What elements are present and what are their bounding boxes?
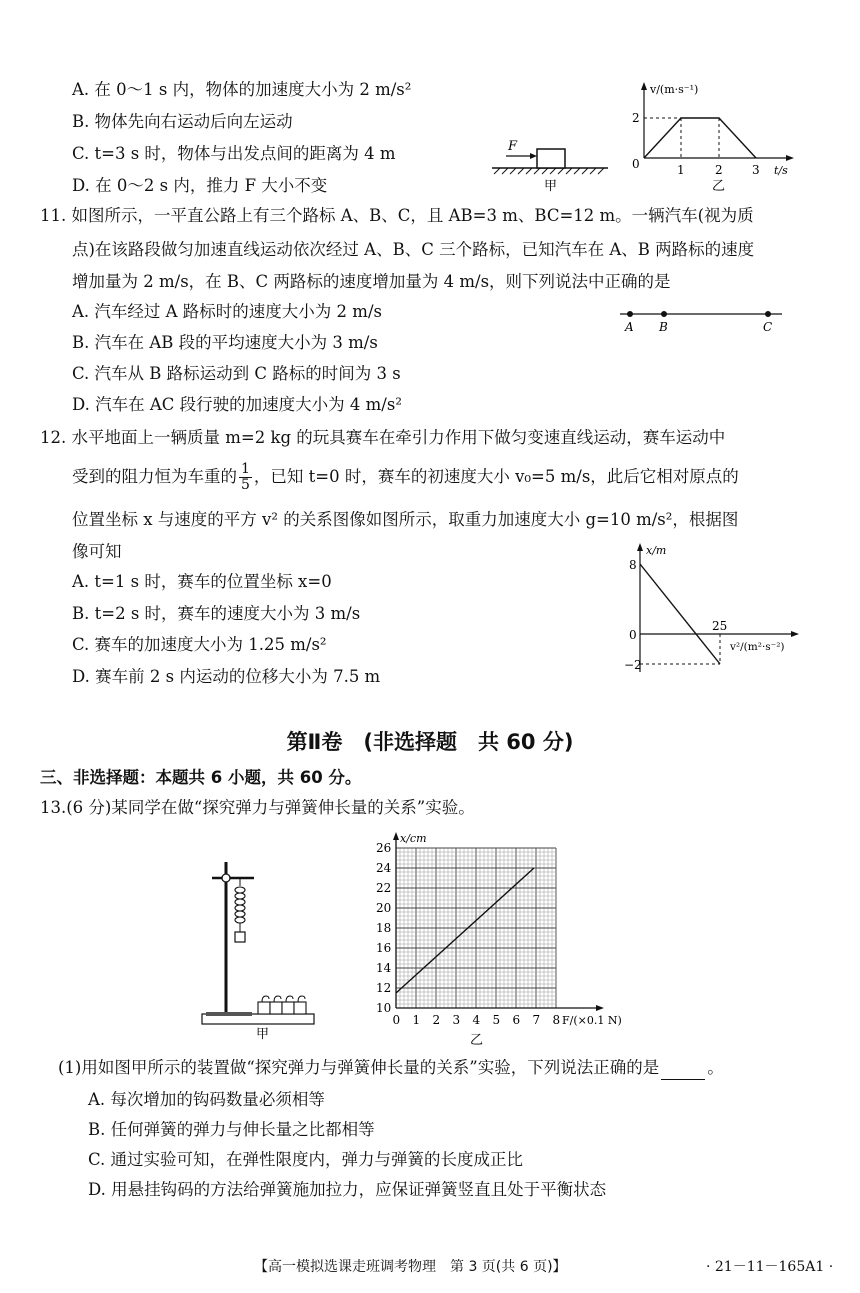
- q12-line3: 位置坐标 x 与速度的平方 v² 的关系图像如图所示，取重力加速度大小 g=10 m/s²，根据图: [72, 510, 739, 529]
- y-tick-label: 24: [376, 861, 392, 875]
- q12-line2: [72, 460, 739, 494]
- x-tick-1: 1: [677, 163, 685, 177]
- page-code: · 21－11－165A1 ·: [706, 1259, 834, 1275]
- figure-caption-jia: 甲: [544, 179, 558, 194]
- x-tick-label: 5: [492, 1013, 501, 1027]
- q12-option-d: D. 赛车前 2 s 内运动的位移大小为 7.5 m: [72, 667, 381, 686]
- q10-option-d: D. 在 0～2 s 内，推力 F 大小不变: [72, 176, 328, 195]
- x-axis-label: v²/(m²·s⁻²): [730, 641, 785, 653]
- q12-option-c: C. 赛车的加速度大小为 1.25 m/s²: [72, 635, 327, 654]
- figure-caption-jia: 甲: [256, 1027, 270, 1042]
- x-tick-label: 6: [512, 1013, 521, 1027]
- y-tick-label: 12: [376, 981, 392, 995]
- y-tick-label: 10: [376, 1001, 392, 1015]
- q12-line2-post: ，已知 t=0 时，赛车的初速度大小 v₀=5 m/s，此后它相对原点的: [253, 467, 739, 486]
- q10-option-b: B. 物体先向右运动后向左运动: [72, 112, 293, 131]
- q12-line4: 像可知: [72, 542, 122, 561]
- q12-option-b: B. t=2 s 时，赛车的速度大小为 3 m/s: [72, 604, 361, 623]
- q13-figure-jia-apparatus: [196, 852, 322, 1042]
- q11-stem-line3: 增加量为 2 m/s，在 B、C 两路标的速度增加量为 4 m/s，则下列说法中正确的是: [72, 272, 671, 291]
- y-tick-label: 16: [376, 941, 392, 955]
- y-tick-label: 18: [376, 921, 392, 935]
- q13-chart-x-vs-f: [368, 828, 638, 1056]
- q13-option-d: D. 用悬挂钩码的方法给弹簧施加拉力，应保证弹簧竖直且处于平衡状态: [88, 1180, 607, 1199]
- marker-c-label: C: [763, 320, 773, 334]
- q10-option-c: C. t=3 s 时，物体与出发点间的距离为 4 m: [72, 144, 396, 163]
- block: [537, 149, 565, 168]
- q12-option-a: A. t=1 s 时，赛车的位置坐标 x=0: [72, 572, 332, 591]
- x-tick-label: 7: [532, 1013, 541, 1027]
- q13-option-c: C. 通过实验可知，在弹性限度内，弹力与弹簧的长度成正比: [88, 1150, 524, 1169]
- y-axis-label: v/(m·s⁻¹): [650, 83, 699, 96]
- x-axis-label: F/(×0.1 N): [562, 1014, 622, 1027]
- part2-title: 第Ⅱ卷 (非选择题 共 60 分): [286, 730, 574, 754]
- answer-blank[interactable]: [661, 1063, 705, 1080]
- q12-x-v2-graph: [624, 540, 804, 675]
- figure-caption-yi: 乙: [470, 1033, 484, 1048]
- q13-option-b: B. 任何弹簧的弹力与伸长量之比都相等: [88, 1120, 375, 1139]
- q10-option-a: A. 在 0～1 s 内，物体的加速度大小为 2 m/s²: [72, 80, 412, 99]
- q11-stem-line1: 11. 如图所示，一平直公路上有三个路标 A、B、C，且 AB=3 m、BC=12 m。一辆汽车(视为质: [40, 206, 754, 225]
- page-footer: 【高一模拟选课走班调考物理 第 3 页(共 6 页)】: [254, 1259, 567, 1275]
- y-tick-label: 26: [376, 841, 392, 855]
- y-tick-8: 8: [629, 558, 637, 572]
- figure-caption-yi: 乙: [712, 179, 726, 194]
- x-axis-label: t/s: [774, 164, 788, 177]
- q13-sub1-end: 。: [707, 1058, 724, 1077]
- marker-a-label: A: [625, 320, 634, 334]
- force-label: F: [508, 139, 518, 154]
- x-tick-label: 8: [552, 1013, 561, 1027]
- q11-option-c: C. 汽车从 B 路标运动到 C 路标的时间为 3 s: [72, 364, 401, 383]
- q10-figure-jia: [488, 138, 618, 198]
- q10-figure-yi-vt-graph: [626, 80, 796, 192]
- y-tick-2: 2: [632, 111, 640, 125]
- x-tick-label: 3: [452, 1013, 461, 1027]
- fraction-one-fifth: [239, 462, 252, 493]
- x-tick-label: 2: [432, 1013, 441, 1027]
- fraction-denominator: 5: [241, 477, 250, 493]
- q11-road-figure: [616, 304, 786, 334]
- q12-line2-pre: 受到的阻力恒为车重的: [72, 467, 237, 486]
- x-tick-2: 2: [715, 163, 723, 177]
- y-tick-label: 20: [376, 901, 392, 915]
- q13-sub1: [58, 1056, 724, 1080]
- q13-option-a: A. 每次增加的钩码数量必须相等: [88, 1090, 325, 1109]
- y-axis-arrow: [393, 832, 399, 840]
- q11-option-b: B. 汽车在 AB 段的平均速度大小为 3 m/s: [72, 333, 378, 352]
- y-tick-label: 22: [376, 881, 392, 895]
- y-tick-minus-2: −2: [624, 658, 642, 672]
- x-tick-25: 25: [712, 619, 728, 633]
- y-axis-label: x/cm: [400, 832, 427, 845]
- x-tick-label: 4: [472, 1013, 481, 1027]
- q13-stem: 13.(6 分)某同学在做“探究弹力与弹簧伸长量的关系”实验。: [40, 798, 475, 817]
- q11-option-a: A. 汽车经过 A 路标时的速度大小为 2 m/s: [72, 302, 382, 321]
- q11-stem-line2: 点)在该路段做匀加速直线运动依次经过 A、B、C 三个路标，已知汽车在 A、B 两路标的速度: [72, 240, 755, 259]
- q13-sub1-text: (1)用如图甲所示的装置做“探究弹力与弹簧伸长量的关系”实验，下列说法正确的是: [58, 1058, 660, 1077]
- x-tick-3: 3: [752, 163, 760, 177]
- q12-line1: 12. 水平地面上一辆质量 m=2 kg 的玩具赛车在牵引力作用下做匀变速直线运动，赛车运动中: [40, 428, 726, 447]
- fraction-numerator: 1: [241, 461, 250, 477]
- series-line: [396, 868, 534, 993]
- q11-option-d: D. 汽车在 AC 段行驶的加速度大小为 4 m/s²: [72, 395, 402, 414]
- x-axis-arrow: [596, 1005, 604, 1011]
- y-axis-label: x/m: [646, 544, 667, 557]
- origin-label: 0: [629, 628, 637, 642]
- section-3-heading: 三、非选择题：本题共 6 小题，共 60 分。: [40, 768, 362, 787]
- origin-label: 0: [632, 157, 640, 171]
- y-tick-label: 14: [376, 961, 392, 975]
- marker-b-label: B: [659, 320, 668, 334]
- x-tick-label: 0: [392, 1013, 401, 1027]
- x-tick-label: 1: [412, 1013, 421, 1027]
